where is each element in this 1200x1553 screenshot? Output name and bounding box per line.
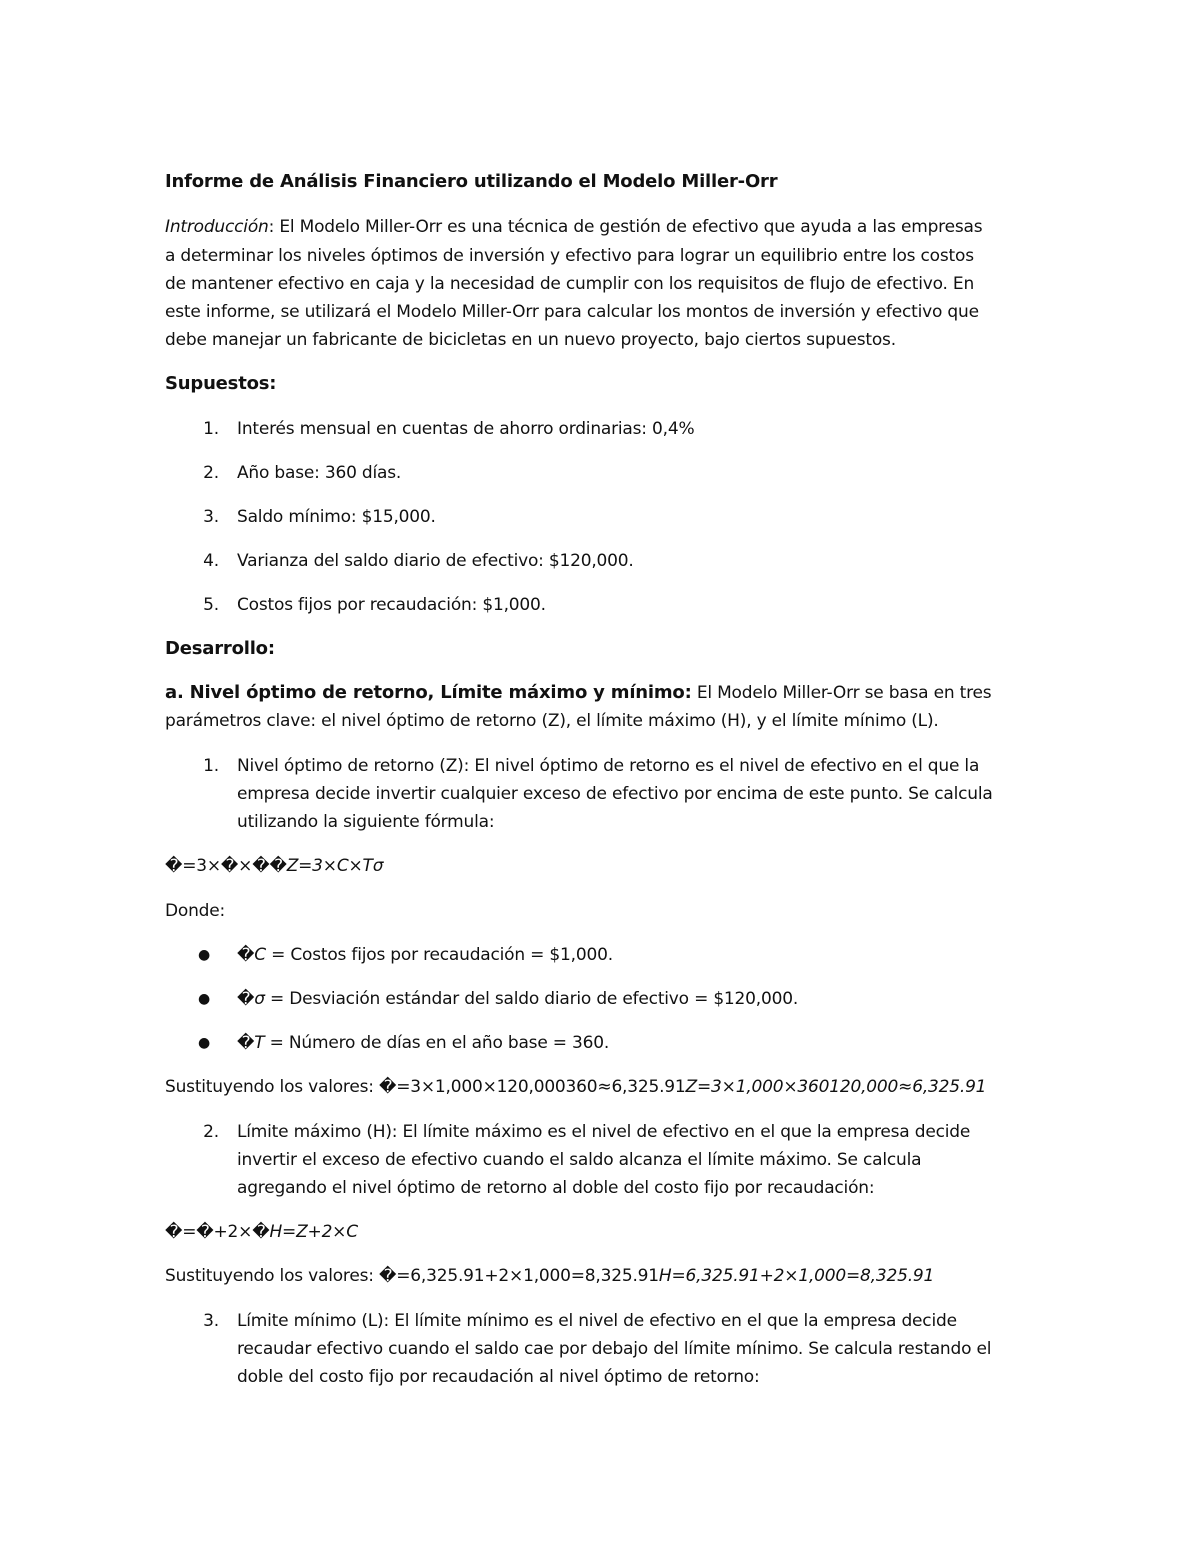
substitution-h: Sustituyendo los valores: �=6,325.91+2×1,000=8,325.91H=6,325.91+2×1,000=8,325.91 [165,1266,935,1286]
formula-z: �=3×�×��Z=3×C×Tσ [165,856,384,876]
development-heading: Desarrollo: [165,638,275,659]
bullet-icon: ● [198,1035,211,1051]
section-a-line-2: parámetros clave: el nivel óptimo de retorno (Z), el límite máximo (H), y el límite mínimo (L). [165,711,939,731]
bullet-icon: ● [198,947,211,963]
donde-label: Donde: [165,901,226,921]
section-a-line-1: a. Nivel óptimo de retorno, Límite máximo y mínimo: El Modelo Miller-Orr se basa en tres [165,682,992,703]
intro-line-1: Introducción: El Modelo Miller-Orr es una técnica de gestión de efectivo que ayuda a las empresas [165,217,983,237]
intro-line-2: a determinar los niveles óptimos de inversión y efectivo para lograr un equilibrio entre los costos [165,246,974,266]
bullet-icon: ● [198,991,211,1007]
intro-line-5: debe manejar un fabricante de bicicletas en un nuevo proyecto, bajo ciertos supuestos. [165,330,896,350]
assumptions-heading: Supuestos: [165,373,277,394]
formula-h: �=�+2×�H=Z+2×C [165,1222,358,1242]
substitution-z: Sustituyendo los valores: �=3×1,000×120,000360≈6,325.91Z=3×1,000×360120,000≈6,325.91 [165,1077,987,1097]
intro-line-4: este informe, se utilizará el Modelo Miller-Orr para calcular los montos de inversión y efectivo que [165,302,979,322]
document-title: Informe de Análisis Financiero utilizando el Modelo Miller-Orr [165,171,778,192]
intro-line-3: de mantener efectivo en caja y la necesidad de cumplir con los requisitos de flujo de efectivo. En [165,274,975,294]
intro-label: Introducción [165,217,269,237]
